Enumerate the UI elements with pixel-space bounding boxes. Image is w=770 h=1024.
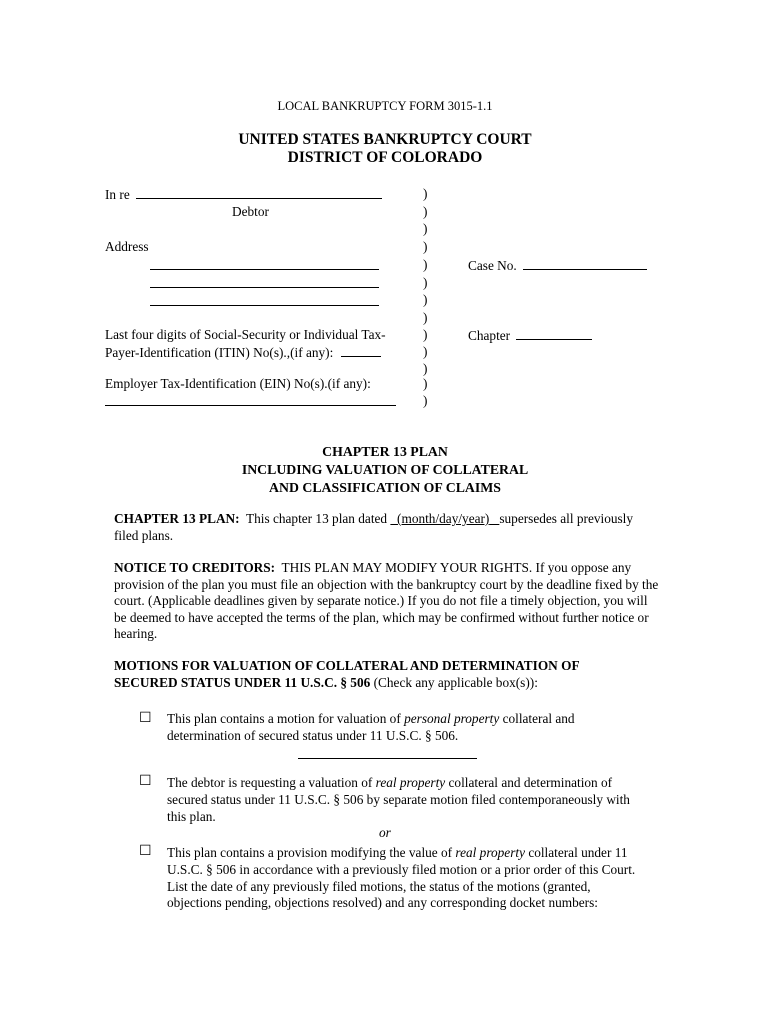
item3-line3: List the date of any previously filed motions, the status of the motions (granted, — [167, 879, 591, 894]
caption-paren: ) — [423, 376, 428, 391]
plan-title-line2: INCLUDING VALUATION OF COLLATERAL — [241, 462, 529, 477]
caption-paren: ) — [423, 275, 428, 290]
notice-label: NOTICE TO CREDITORS: — [114, 560, 276, 575]
address-line-2[interactable] — [150, 287, 379, 288]
plan-intro-text-after: supersedes all previously filed plans. — [114, 511, 634, 543]
plan-title-line3: AND CLASSIFICATION OF CLAIMS — [269, 480, 501, 495]
item2-text-before: The debtor is requesting a valuation of — [167, 775, 373, 790]
checkbox-real-property-prior-order[interactable]: ☐ — [139, 844, 152, 859]
item2-emphasis: real property — [375, 775, 446, 790]
address-line-3[interactable] — [150, 305, 379, 306]
chapter-field[interactable] — [516, 327, 592, 340]
notice-text: THIS PLAN MAY MODIFY YOUR RIGHTS. If you oppose any provision of the plan you must file an objection with the bankruptcy court by the deadline fixed by the court. (Applicable deadlines given by separate notice.) If you do not file a timely objection, you will be deemed to have accepted the terms of the plan, which may be confirmed without further notice or hearing. — [114, 560, 659, 641]
chapter-row — [468, 327, 592, 345]
item1-separator — [298, 758, 477, 759]
checkbox-personal-property-motion[interactable]: ☐ — [139, 711, 152, 726]
address-label: Address — [105, 239, 149, 254]
ein-label: Employer Tax-Identification (EIN) No(s).(if any): — [105, 376, 371, 391]
item1-emphasis: personal property — [404, 711, 500, 726]
item3-text-after: collateral under 11 — [528, 845, 628, 860]
caption-paren: ) — [423, 393, 428, 408]
plan-date-field[interactable] — [390, 511, 499, 526]
court-name: UNITED STATES BANKRUPTCY COURT — [238, 131, 532, 148]
notice-paragraph — [114, 560, 659, 643]
ssn-row — [105, 344, 381, 362]
address-line-1[interactable] — [150, 269, 379, 270]
checkbox-real-property-separate-motion[interactable]: ☐ — [139, 774, 152, 789]
item3-text-before: This plan contains a provision modifying the value of — [167, 845, 453, 860]
or-text: or — [379, 825, 391, 840]
caption-paren: ) — [423, 239, 428, 254]
ein-field[interactable] — [105, 405, 396, 406]
item1-line1 — [167, 711, 575, 728]
caption-paren: ) — [423, 310, 428, 325]
ssn-label-line2: Payer-Identification (ITIN) No(s).,(if any): — [105, 345, 334, 360]
case-no-row — [468, 257, 647, 275]
caption-paren: ) — [423, 361, 428, 376]
item2-text-after: collateral and determination of — [448, 775, 613, 790]
caption-paren: ) — [423, 292, 428, 307]
item3-line1 — [167, 845, 628, 862]
item1-text-before: This plan contains a motion for valuation of — [167, 711, 401, 726]
ssn-field[interactable] — [341, 344, 381, 357]
caption-paren: ) — [423, 257, 428, 272]
court-district: DISTRICT OF COLORADO — [287, 149, 483, 166]
case-no-label: Case No. — [468, 258, 517, 273]
item1-text-after: collateral and — [502, 711, 575, 726]
plan-intro-text: This chapter 13 plan dated — [246, 511, 388, 526]
caption-paren: ) — [423, 221, 428, 236]
caption-paren: ) — [423, 186, 428, 201]
item2-line1 — [167, 775, 612, 792]
caption-paren: ) — [423, 204, 428, 219]
plan-intro-paragraph — [114, 511, 659, 544]
chapter-label: Chapter — [468, 328, 511, 343]
item1-line2: determination of secured status under 11 U.S.C. § 506. — [167, 728, 459, 743]
motions-heading-line2: SECURED STATUS UNDER 11 U.S.C. § 506 — [114, 675, 371, 690]
plan-intro-label: CHAPTER 13 PLAN: — [114, 511, 240, 526]
item2-line3: this plan. — [167, 809, 216, 824]
plan-title-line1: CHAPTER 13 PLAN — [322, 444, 448, 459]
motions-heading-row2 — [114, 675, 538, 692]
case-no-field[interactable] — [523, 257, 647, 270]
ssn-label-line1: Last four digits of Social-Security or Individual Tax- — [105, 327, 386, 342]
in-re-label: In re — [105, 187, 130, 202]
in-re-field[interactable] — [136, 186, 382, 199]
plan-date-placeholder: (month/day/year) — [397, 511, 490, 526]
form-id: LOCAL BANKRUPTCY FORM 3015-1.1 — [277, 99, 493, 113]
item3-line4: objections pending, objections resolved) and any corresponding docket numbers: — [167, 895, 598, 910]
or-label — [379, 825, 391, 842]
in-re-row — [105, 186, 382, 204]
item2-line2: secured status under 11 U.S.C. § 506 by separate motion filed contemporaneously with — [167, 792, 630, 807]
motions-heading-note: (Check any applicable box(s)): — [373, 675, 538, 690]
caption-paren: ) — [423, 344, 428, 359]
item3-emphasis: real property — [455, 845, 525, 860]
debtor-label: Debtor — [232, 204, 269, 219]
item3-line2: U.S.C. § 506 in accordance with a previously filed motion or a prior order of this Court. — [167, 862, 636, 877]
motions-heading-line1: MOTIONS FOR VALUATION OF COLLATERAL AND DETERMINATION OF — [114, 658, 580, 673]
caption-paren: ) — [423, 327, 428, 342]
